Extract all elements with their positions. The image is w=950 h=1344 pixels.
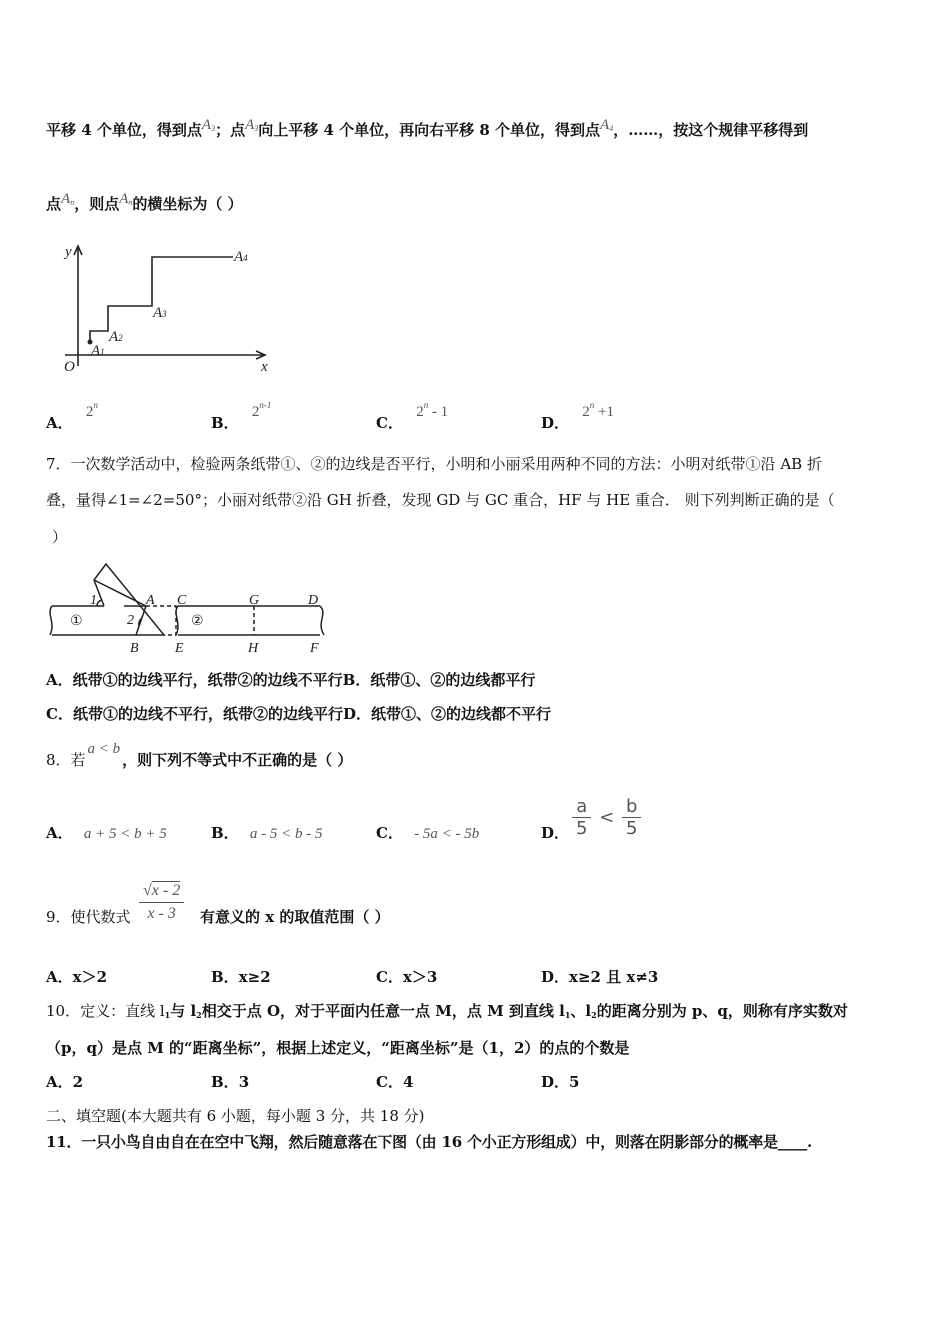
angle-1-label: 1 xyxy=(90,593,97,608)
point-a4: $A_4$ xyxy=(600,117,614,133)
q8-condition: a < b xyxy=(87,741,121,757)
a4-label: A4 xyxy=(234,249,248,265)
point-a3: $A_3$ xyxy=(201,117,216,133)
point-an: $A_n$ xyxy=(119,191,133,207)
q7-options-cd[interactable]: C．纸带①的边线不平行，纸带②的边线平行D．纸带①、②的边线都不平行 xyxy=(46,705,551,723)
q6-option-b-expr: 2$^{n-1}$ xyxy=(251,400,272,420)
point-b-label: B xyxy=(130,641,139,656)
q6-line1: 平移 4 个单位，得到点$A_3$；点$A_3$向上平移 4 个单位，再向右平移 8 个单位，得到点$A_4$，……，按这个规律平移得到 xyxy=(46,117,809,139)
point-h-label: H xyxy=(248,641,259,656)
q8-option-d-fraction: $\frac{a}{5}$ < $\frac{b}{5}$ xyxy=(572,796,641,839)
point-d-label: D xyxy=(308,593,319,608)
q6-line2: 点$A_n$，则点$A_n$的横坐标为（ ） xyxy=(46,191,243,213)
q7-line3: ） xyxy=(52,528,68,546)
q6-option-a[interactable]: A． 2$^n$ xyxy=(46,400,98,432)
q6-option-d[interactable]: D． $2^n +1$ xyxy=(541,400,614,432)
q9-numerator: x - 2 xyxy=(151,882,181,899)
q10-option-d[interactable]: D．5 xyxy=(541,1073,580,1091)
q6-staircase-figure xyxy=(55,238,275,378)
a3-label: A3 xyxy=(153,305,167,321)
q11-text: 11．一只小鸟自由自在在空中飞翔，然后随意落在下图（由 16 个小正方形组成）中，则落在阴影部分的概率是____. xyxy=(46,1133,813,1151)
a2-label: A2 xyxy=(109,329,123,345)
q10-option-a[interactable]: A．2 xyxy=(46,1073,84,1091)
q9-option-d[interactable]: D．x≥2 且 x≠3 xyxy=(541,968,659,986)
q10-option-b[interactable]: B．3 xyxy=(211,1073,250,1091)
strip-2-label: ② xyxy=(191,613,204,629)
q10-line1: 10．定义：直线 $l_1$与 $l_2$相交于点 O，对于平面内任意一点 M，点 M 到直线 $l_1$、$l_2$的距离分别为 p、q，则称有序实数对 xyxy=(46,1002,848,1020)
y-label: y xyxy=(65,244,72,260)
q9-option-a[interactable]: A．x＞2 xyxy=(46,968,108,986)
a1-label: A1 xyxy=(91,343,105,359)
point-a-label: A xyxy=(146,593,155,608)
point-f-label: F xyxy=(310,641,319,656)
x-label: x xyxy=(261,359,268,375)
q6-text: 平移 4 个单位，得到点 xyxy=(46,121,202,139)
q8-option-b-expr: a - 5 < b - 5 xyxy=(249,826,323,842)
q9-stem-tail: 有意义的 x 的取值范围（ ） xyxy=(200,908,390,926)
q9-denominator: x - 3 xyxy=(147,905,176,922)
q8-option-b[interactable]: B． a - 5 < b - 5 xyxy=(211,824,323,842)
q7-line1: 7．一次数学活动中，检验两条纸带①、②的边线是否平行，小明和小丽采用两种不同的方法：小明对纸带①沿 AB 折 xyxy=(46,455,822,473)
q8-option-a[interactable]: A． a + 5 < b + 5 xyxy=(46,824,167,842)
q10-option-c[interactable]: C．4 xyxy=(376,1073,414,1091)
q8-option-c-expr: - 5a < - 5b xyxy=(414,826,480,842)
point-c-label: C xyxy=(177,593,187,608)
q8-stem: 8．若a < b，则下列不等式中不正确的是（ ） xyxy=(46,741,353,769)
q8-option-d[interactable]: D． xyxy=(541,824,570,842)
point-an: $A_n$ xyxy=(61,191,75,207)
q6-option-c-expr: 2$^n$ - 1 xyxy=(416,400,449,420)
strip-1-label: ① xyxy=(70,613,83,629)
section-2-title: 二、填空题(本大题共有 6 小题，每小题 3 分，共 18 分) xyxy=(46,1107,425,1125)
q7-paper-strip-figure xyxy=(44,562,334,656)
q6-option-a-expr: 2$^n$ xyxy=(85,400,98,420)
q9-option-c[interactable]: C．x＞3 xyxy=(376,968,438,986)
q6-option-b[interactable]: B． 2$^{n-1}$ xyxy=(211,400,272,432)
q8-option-a-expr: a + 5 < b + 5 xyxy=(83,826,167,842)
q9-option-b[interactable]: B．x≥2 xyxy=(211,968,271,986)
point-g-label: G xyxy=(249,593,260,608)
q7-line2: 叠，量得∠1=∠2=50°；小丽对纸带②沿 GH 折叠，发现 GD 与 GC 重合，HF 与 HE 重合． 则下列判断正确的是（ xyxy=(46,491,835,509)
q7-options-ab[interactable]: A．纸带①的边线平行，纸带②的边线不平行B．纸带①、②的边线都平行 xyxy=(46,671,536,689)
q9-fraction: √x - 2 x - 3 xyxy=(139,882,184,923)
origin-label: O xyxy=(64,359,75,375)
q10-line2: （p，q）是点 M 的“距离坐标”，根据上述定义，“距离坐标”是（1，2）的点的个数是 xyxy=(46,1039,630,1057)
q6-option-d-expr: $2^n +1$ xyxy=(582,400,614,420)
point-e-label: E xyxy=(175,641,184,656)
angle-2-label: 2 xyxy=(127,613,134,628)
q9-stem: 9．使代数式 xyxy=(46,908,131,926)
q6-option-c[interactable]: C． 2$^n$ - 1 xyxy=(376,400,449,432)
point-a3: $A_3$ xyxy=(245,117,259,133)
q8-option-c[interactable]: C． - 5a < - 5b xyxy=(376,824,480,842)
